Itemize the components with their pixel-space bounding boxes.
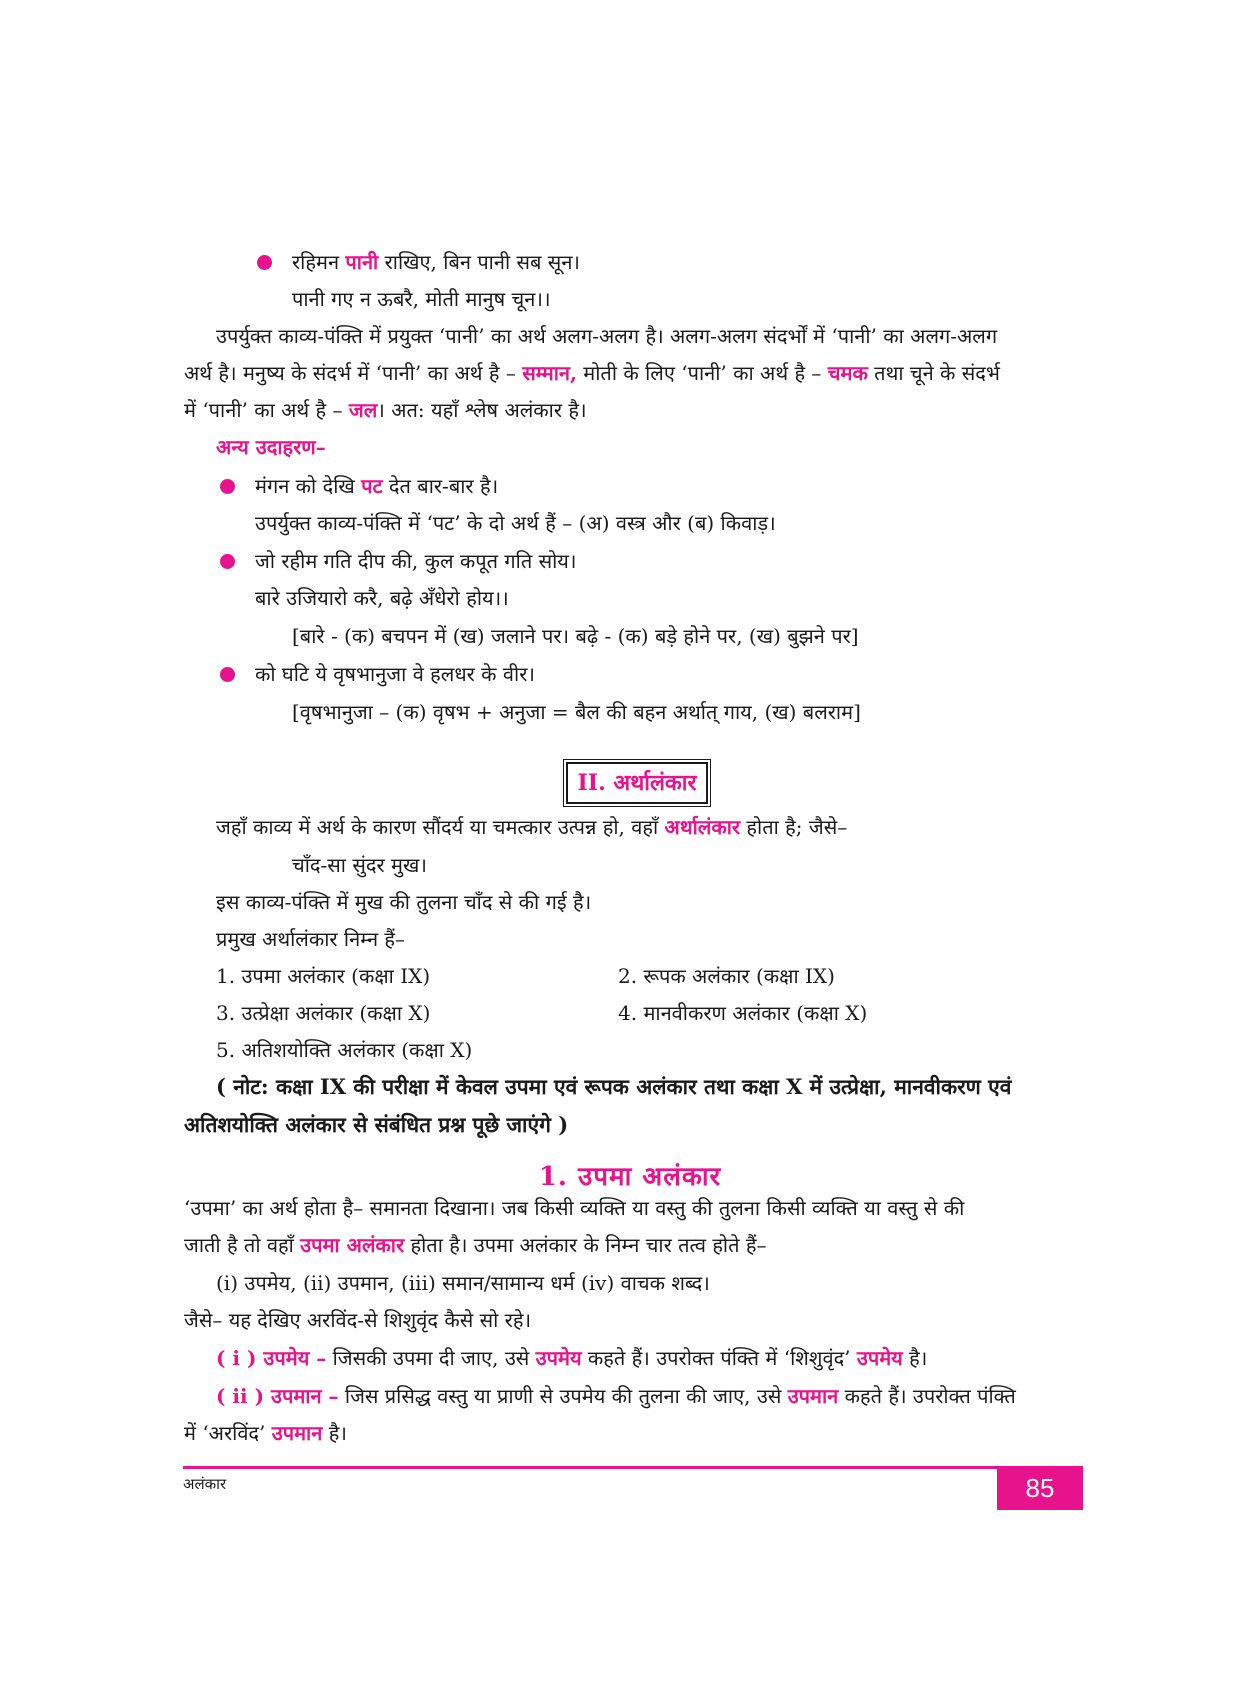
page-number: 85 (997, 1466, 1083, 1510)
explanation-line-3: में ‘पानी’ का अर्थ है – जल। अत: यहाँ श्लेष अलंकार है। (184, 398, 587, 422)
list-item: 2. रूपक अलंकार (कक्षा IX) (618, 964, 835, 988)
arthalankar-list-intro: प्रमुख अर्थालंकार निम्न हैं– (216, 927, 406, 951)
arthalankar-example: चाँद-सा सुंदर मुख। (292, 853, 427, 877)
example-2-line-2: बारे उजियारो करै, बढ़े अँधेरो होय।। (255, 586, 509, 610)
section-heading-arthalankar: II. अर्थालंकार (566, 762, 708, 804)
doha-line-2: पानी गए न ऊबरै, मोती मानुष चून।। (292, 287, 551, 311)
list-item: 5. अतिशयोक्ति अलंकार (कक्षा X) (216, 1038, 473, 1062)
bullet-icon (220, 554, 235, 569)
upman-definition-line-1: ( ii ) उपमान – जिस प्रसिद्ध वस्तु या प्राणी से उपमेय की तुलना की जाए, उसे उपमान कहते हैं। उपरोक्त पंक्ति (216, 1384, 1016, 1408)
upmey-definition: ( i ) उपमेय – जिसकी उपमा दी जाए, उसे उपमेय कहते हैं। उपरोक्त पंक्ति में ‘शिशुवृंद’ उपमेय है। (216, 1346, 928, 1370)
upma-paragraph-line-2: जाती है तो वहाँ उपमा अलंकार होता है। उपमा अलंकार के निम्न चार तत्व होते हैं– (184, 1233, 767, 1257)
example-1-line: मंगन को देखि पट देत बार-बार है। (255, 474, 499, 498)
example-1-note: उपर्युक्त काव्य-पंक्ति में ‘पट’ के दो अर्थ हैं – (अ) वस्त्र और (ब) किवाड़। (255, 511, 776, 535)
bullet-icon (257, 255, 272, 270)
upma-paragraph-line-1: ‘उपमा’ का अर्थ होता है– समानता दिखाना। जब किसी व्यक्ति या वस्तु की तुलना किसी व्यक्ति या वस्तु से की (184, 1196, 965, 1220)
example-3-line-1: को घटि ये वृषभानुजा वे हलधर के वीर। (255, 662, 535, 686)
upma-elements: (i) उपमेय, (ii) उपमान, (iii) समान/सामान्य धर्म (iv) वाचक शब्द। (216, 1271, 710, 1295)
bullet-icon (220, 479, 235, 494)
list-item: 1. उपमा अलंकार (कक्षा IX) (216, 964, 431, 988)
arthalankar-definition: जहाँ काव्य में अर्थ के कारण सौंदर्य या चमत्कार उत्पन्न हो, वहाँ अर्थालंकार होता है; जैसे– (216, 815, 848, 839)
exam-note-line-1: ( नोट: कक्षा IX की परीक्षा में केवल उपमा एवं रूपक अलंकार तथा कक्षा X में उत्प्रेक्षा, मानवीकरण एवं (216, 1074, 1012, 1099)
example-2-note: [बारे - (क) बचपन में (ख) जलाने पर। बढ़े - (क) बड़े होने पर, (ख) बुझने पर] (292, 624, 859, 648)
footer-chapter-label: अलंकार (183, 1475, 227, 1493)
explanation-line-1: उपर्युक्त काव्य-पंक्ति में प्रयुक्त ‘पानी’ का अर्थ अलग-अलग है। अलग-अलग संदर्भों में ‘पानी’ का अलग-अलग (216, 324, 998, 348)
list-item: 3. उत्प्रेक्षा अलंकार (कक्षा X) (216, 1001, 431, 1025)
example-2-line-1: जो रहीम गति दीप की, कुल कपूत गति सोय। (255, 549, 577, 573)
upman-definition-line-2: में ‘अरविंद’ उपमान है। (184, 1421, 347, 1445)
footer-rule (183, 1466, 1083, 1469)
bullet-icon (220, 667, 235, 682)
upma-example: जैसे– यह देखिए अरविंद-से शिशुवृंद कैसे सो रहे। (184, 1308, 532, 1332)
doha-line-1: रहिमन पानी राखिए, बिन पानी सब सून। (292, 250, 580, 274)
explanation-line-2: अर्थ है। मनुष्य के संदर्भ में ‘पानी’ का अर्थ है – सम्मान, मोती के लिए ‘पानी’ का अर्थ है – चमक तथा चूने के संदर्भ (184, 361, 1000, 385)
example-3-note: [वृषभानुजा – (क) वृषभ + अनुजा = बैल की बहन अर्थात् गाय, (ख) बलराम] (292, 700, 861, 724)
section-title-upma: 1. उपमा अलंकार (538, 1162, 722, 1192)
list-item: 4. मानवीकरण अलंकार (कक्षा X) (618, 1001, 868, 1025)
exam-note-line-2: अतिशयोक्ति अलंकार से संबंधित प्रश्न पूछे जाएंगे ) (184, 1112, 569, 1137)
other-examples-heading: अन्य उदाहरण– (216, 435, 326, 459)
arthalankar-example-note: इस काव्य-पंक्ति में मुख की तुलना चाँद से की गई है। (216, 890, 592, 914)
